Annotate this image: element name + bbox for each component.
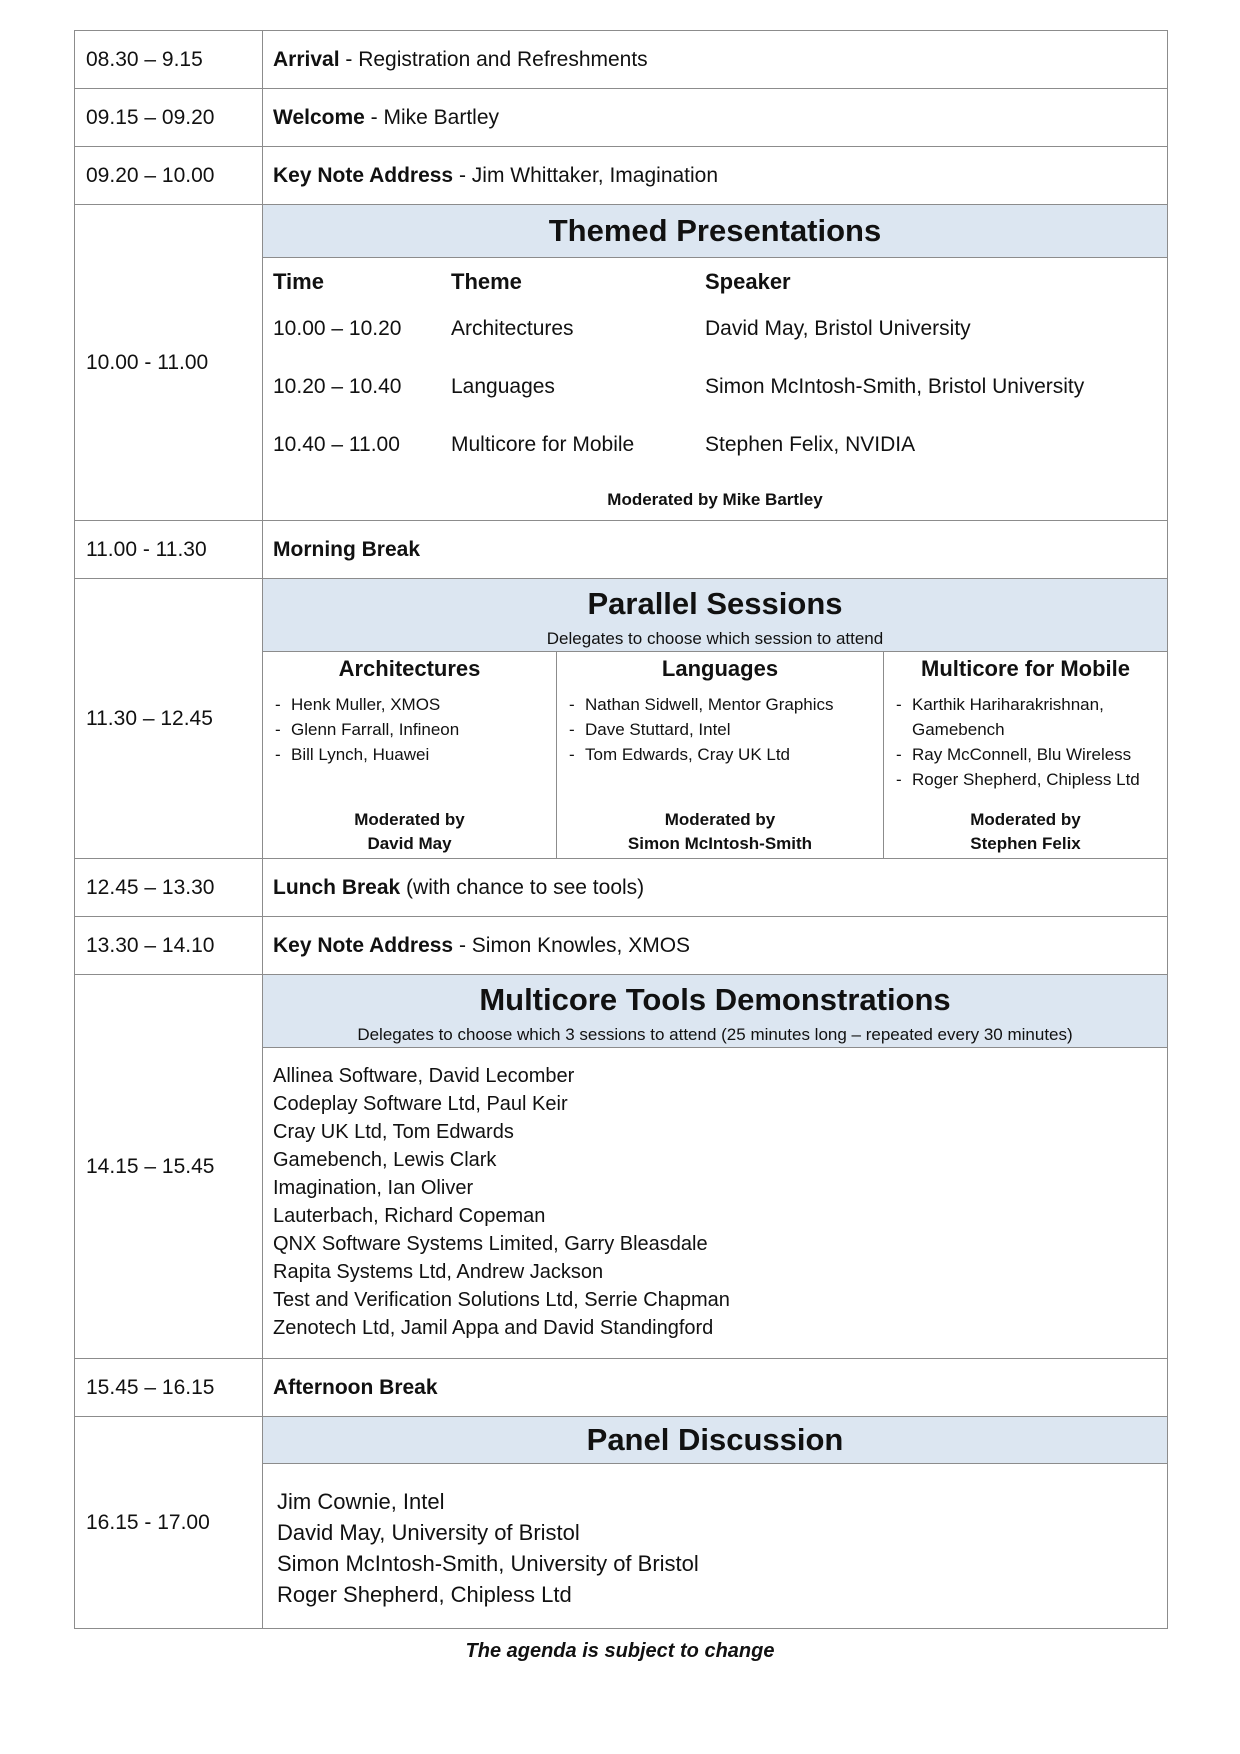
agenda-row-parallel-sessions — [75, 579, 1168, 859]
track-multicore-mobile — [884, 652, 1168, 858]
item-speaker: Simon McIntosh-Smith, Bristol University — [705, 375, 1085, 398]
session-title: Morning Break — [273, 537, 421, 561]
row-time: 12.45 – 13.30 — [75, 859, 263, 917]
track-title: Languages — [661, 656, 779, 681]
agenda-row-arrival — [75, 31, 1168, 89]
themed-schedule — [263, 258, 1167, 520]
speaker-name: Karthik Hariharakrishnan, Gamebench — [912, 695, 1104, 739]
section-subtitle: Delegates to choose which session to attend — [546, 629, 884, 648]
track-speakers — [263, 686, 556, 808]
row-content — [263, 1359, 1168, 1417]
themed-table — [273, 264, 1167, 474]
item-time: 10.20 – 10.40 — [273, 375, 402, 398]
row-time: 08.30 – 9.15 — [75, 31, 263, 89]
section-heading: Multicore Tools Demonstrations — [479, 982, 951, 1017]
bullet-dash: - — [275, 720, 281, 739]
agenda-row-afternoon-break — [75, 1359, 1168, 1417]
themed-item — [273, 358, 1167, 416]
agenda-row-keynote-2 — [75, 917, 1168, 975]
bullet-dash: - — [275, 745, 281, 764]
demo-item: Allinea Software, David Lecomber — [273, 1065, 575, 1087]
session-title: Lunch Break — [273, 875, 401, 899]
track-moderator — [884, 808, 1167, 858]
bullet-dash: - — [275, 695, 281, 714]
item-time: 10.00 – 10.20 — [273, 317, 402, 340]
session-detail: - Registration and Refreshments — [339, 47, 648, 71]
track-architectures — [263, 652, 557, 858]
speaker-name: Glenn Farrall, Infineon — [291, 720, 460, 739]
section-heading-block — [263, 975, 1167, 1048]
item-theme: Multicore for Mobile — [451, 433, 635, 456]
agenda-row-morning-break — [75, 521, 1168, 579]
agenda-row-welcome — [75, 89, 1168, 147]
agenda-footer-note: The agenda is subject to change — [465, 1640, 775, 1662]
speaker-name: Henk Muller, XMOS — [291, 695, 441, 714]
row-content — [263, 89, 1168, 147]
moderator-label: Moderated by — [970, 810, 1081, 829]
track-moderator — [557, 808, 883, 858]
panel-block — [263, 1417, 1168, 1629]
item-theme: Architectures — [451, 317, 574, 340]
themed-block — [263, 205, 1168, 521]
track-title: Architectures — [338, 656, 481, 681]
session-title: Arrival — [273, 47, 340, 71]
demo-item: Gamebench, Lewis Clark — [273, 1149, 497, 1171]
demo-list — [263, 1048, 1167, 1358]
session-detail: (with chance to see tools) — [400, 875, 645, 899]
session-detail: - Simon Knowles, XMOS — [453, 933, 691, 957]
themed-item — [273, 416, 1167, 474]
track-moderator — [263, 808, 556, 858]
session-title: Welcome — [273, 105, 365, 129]
speaker-name: Roger Shepherd, Chipless Ltd — [912, 770, 1140, 789]
section-subtitle: Delegates to choose which 3 sessions to attend (25 minutes long – repeated every 30 minutes) — [357, 1025, 1073, 1044]
row-content — [263, 521, 1168, 579]
bullet-dash: - — [569, 745, 575, 764]
speaker-item — [569, 692, 883, 717]
themed-item — [273, 300, 1167, 358]
moderator-name: Simon McIntosh-Smith — [627, 834, 813, 853]
section-heading: Parallel Sessions — [587, 586, 843, 621]
demos-block — [263, 975, 1168, 1359]
row-time: 14.15 – 15.45 — [75, 975, 263, 1359]
parallel-block — [263, 579, 1168, 859]
row-time: 09.20 – 10.00 — [75, 147, 263, 205]
row-time: 11.30 – 12.45 — [75, 579, 263, 859]
track-title: Multicore for Mobile — [921, 656, 1130, 681]
panelist: David May, University of Bristol — [277, 1520, 580, 1545]
moderator-label: Moderated by — [664, 810, 776, 829]
track-speakers — [557, 686, 883, 808]
panelist: Roger Shepherd, Chipless Ltd — [277, 1582, 572, 1607]
row-time: 10.00 - 11.00 — [75, 205, 263, 521]
speaker-item — [275, 692, 556, 717]
themed-header-row — [273, 264, 1167, 300]
item-time: 10.40 – 11.00 — [273, 433, 400, 456]
session-title: Key Note Address — [273, 163, 454, 187]
item-speaker: Stephen Felix, NVIDIA — [705, 433, 916, 456]
section-heading: Panel Discussion — [263, 1417, 1167, 1464]
demo-item: Codeplay Software Ltd, Paul Keir — [273, 1093, 568, 1115]
section-heading-block — [263, 579, 1167, 652]
agenda-row-keynote-1 — [75, 147, 1168, 205]
agenda-row-themed-presentations — [75, 205, 1168, 521]
row-content — [263, 917, 1168, 975]
row-time: 13.30 – 14.10 — [75, 917, 263, 975]
speaker-name: Ray McConnell, Blu Wireless — [912, 745, 1132, 764]
session-title: Afternoon Break — [273, 1375, 438, 1399]
bullet-dash: - — [896, 745, 902, 764]
row-time: 11.00 - 11.30 — [75, 521, 263, 579]
track-languages — [557, 652, 884, 858]
speaker-item — [275, 742, 556, 767]
header-time: Time — [273, 269, 324, 294]
section-heading: Themed Presentations — [263, 205, 1167, 258]
item-theme: Languages — [451, 375, 555, 398]
bullet-dash: - — [569, 695, 575, 714]
row-content — [263, 31, 1168, 89]
agenda-row-panel-discussion — [75, 1417, 1168, 1629]
row-time: 09.15 – 09.20 — [75, 89, 263, 147]
agenda-row-tools-demonstrations — [75, 975, 1168, 1359]
demo-item: Test and Verification Solutions Ltd, Serrie Chapman — [273, 1289, 730, 1311]
track-speakers — [884, 686, 1167, 808]
demo-item: Cray UK Ltd, Tom Edwards — [273, 1121, 514, 1143]
row-content — [263, 147, 1168, 205]
speaker-name: Dave Stuttard, Intel — [585, 720, 731, 739]
speaker-item — [569, 742, 883, 767]
demo-item: Imagination, Ian Oliver — [273, 1177, 474, 1199]
speaker-name: Tom Edwards, Cray UK Ltd — [585, 745, 791, 764]
parallel-tracks — [263, 652, 1167, 858]
header-theme: Theme — [451, 269, 522, 294]
speaker-item — [896, 742, 1167, 767]
panelist: Simon McIntosh-Smith, University of Bristol — [277, 1551, 699, 1576]
bullet-dash: - — [569, 720, 575, 739]
speaker-name: Bill Lynch, Huawei — [291, 745, 430, 764]
speaker-item — [896, 692, 1167, 742]
header-speaker: Speaker — [705, 269, 791, 294]
speaker-item — [896, 767, 1167, 792]
session-detail: - Mike Bartley — [364, 105, 500, 129]
speaker-name: Nathan Sidwell, Mentor Graphics — [585, 695, 834, 714]
session-detail: - Jim Whittaker, Imagination — [453, 163, 719, 187]
demo-item: QNX Software Systems Limited, Garry Bleasdale — [273, 1233, 708, 1255]
moderator-label: Moderated by — [354, 810, 465, 829]
demo-item: Rapita Systems Ltd, Andrew Jackson — [273, 1261, 604, 1283]
panelist: Jim Cownie, Intel — [277, 1489, 445, 1514]
speaker-item — [569, 717, 883, 742]
bullet-dash: - — [896, 770, 902, 789]
item-speaker: David May, Bristol University — [705, 317, 971, 340]
moderator-label: Moderated by Mike Bartley — [607, 490, 823, 509]
bullet-dash: - — [896, 695, 902, 714]
demo-item: Lauterbach, Richard Copeman — [273, 1205, 546, 1227]
session-title: Key Note Address — [273, 933, 454, 957]
row-time: 15.45 – 16.15 — [75, 1359, 263, 1417]
moderator-name: David May — [367, 834, 452, 853]
row-time: 16.15 - 17.00 — [75, 1417, 263, 1629]
agenda-table — [74, 30, 1168, 1629]
row-content — [263, 859, 1168, 917]
tracks-row — [263, 652, 1167, 858]
speaker-item — [275, 717, 556, 742]
agenda-row-lunch — [75, 859, 1168, 917]
moderator-name: Stephen Felix — [970, 834, 1081, 853]
demo-item: Zenotech Ltd, Jamil Appa and David Standingford — [273, 1317, 714, 1339]
panel-list — [263, 1464, 1167, 1628]
